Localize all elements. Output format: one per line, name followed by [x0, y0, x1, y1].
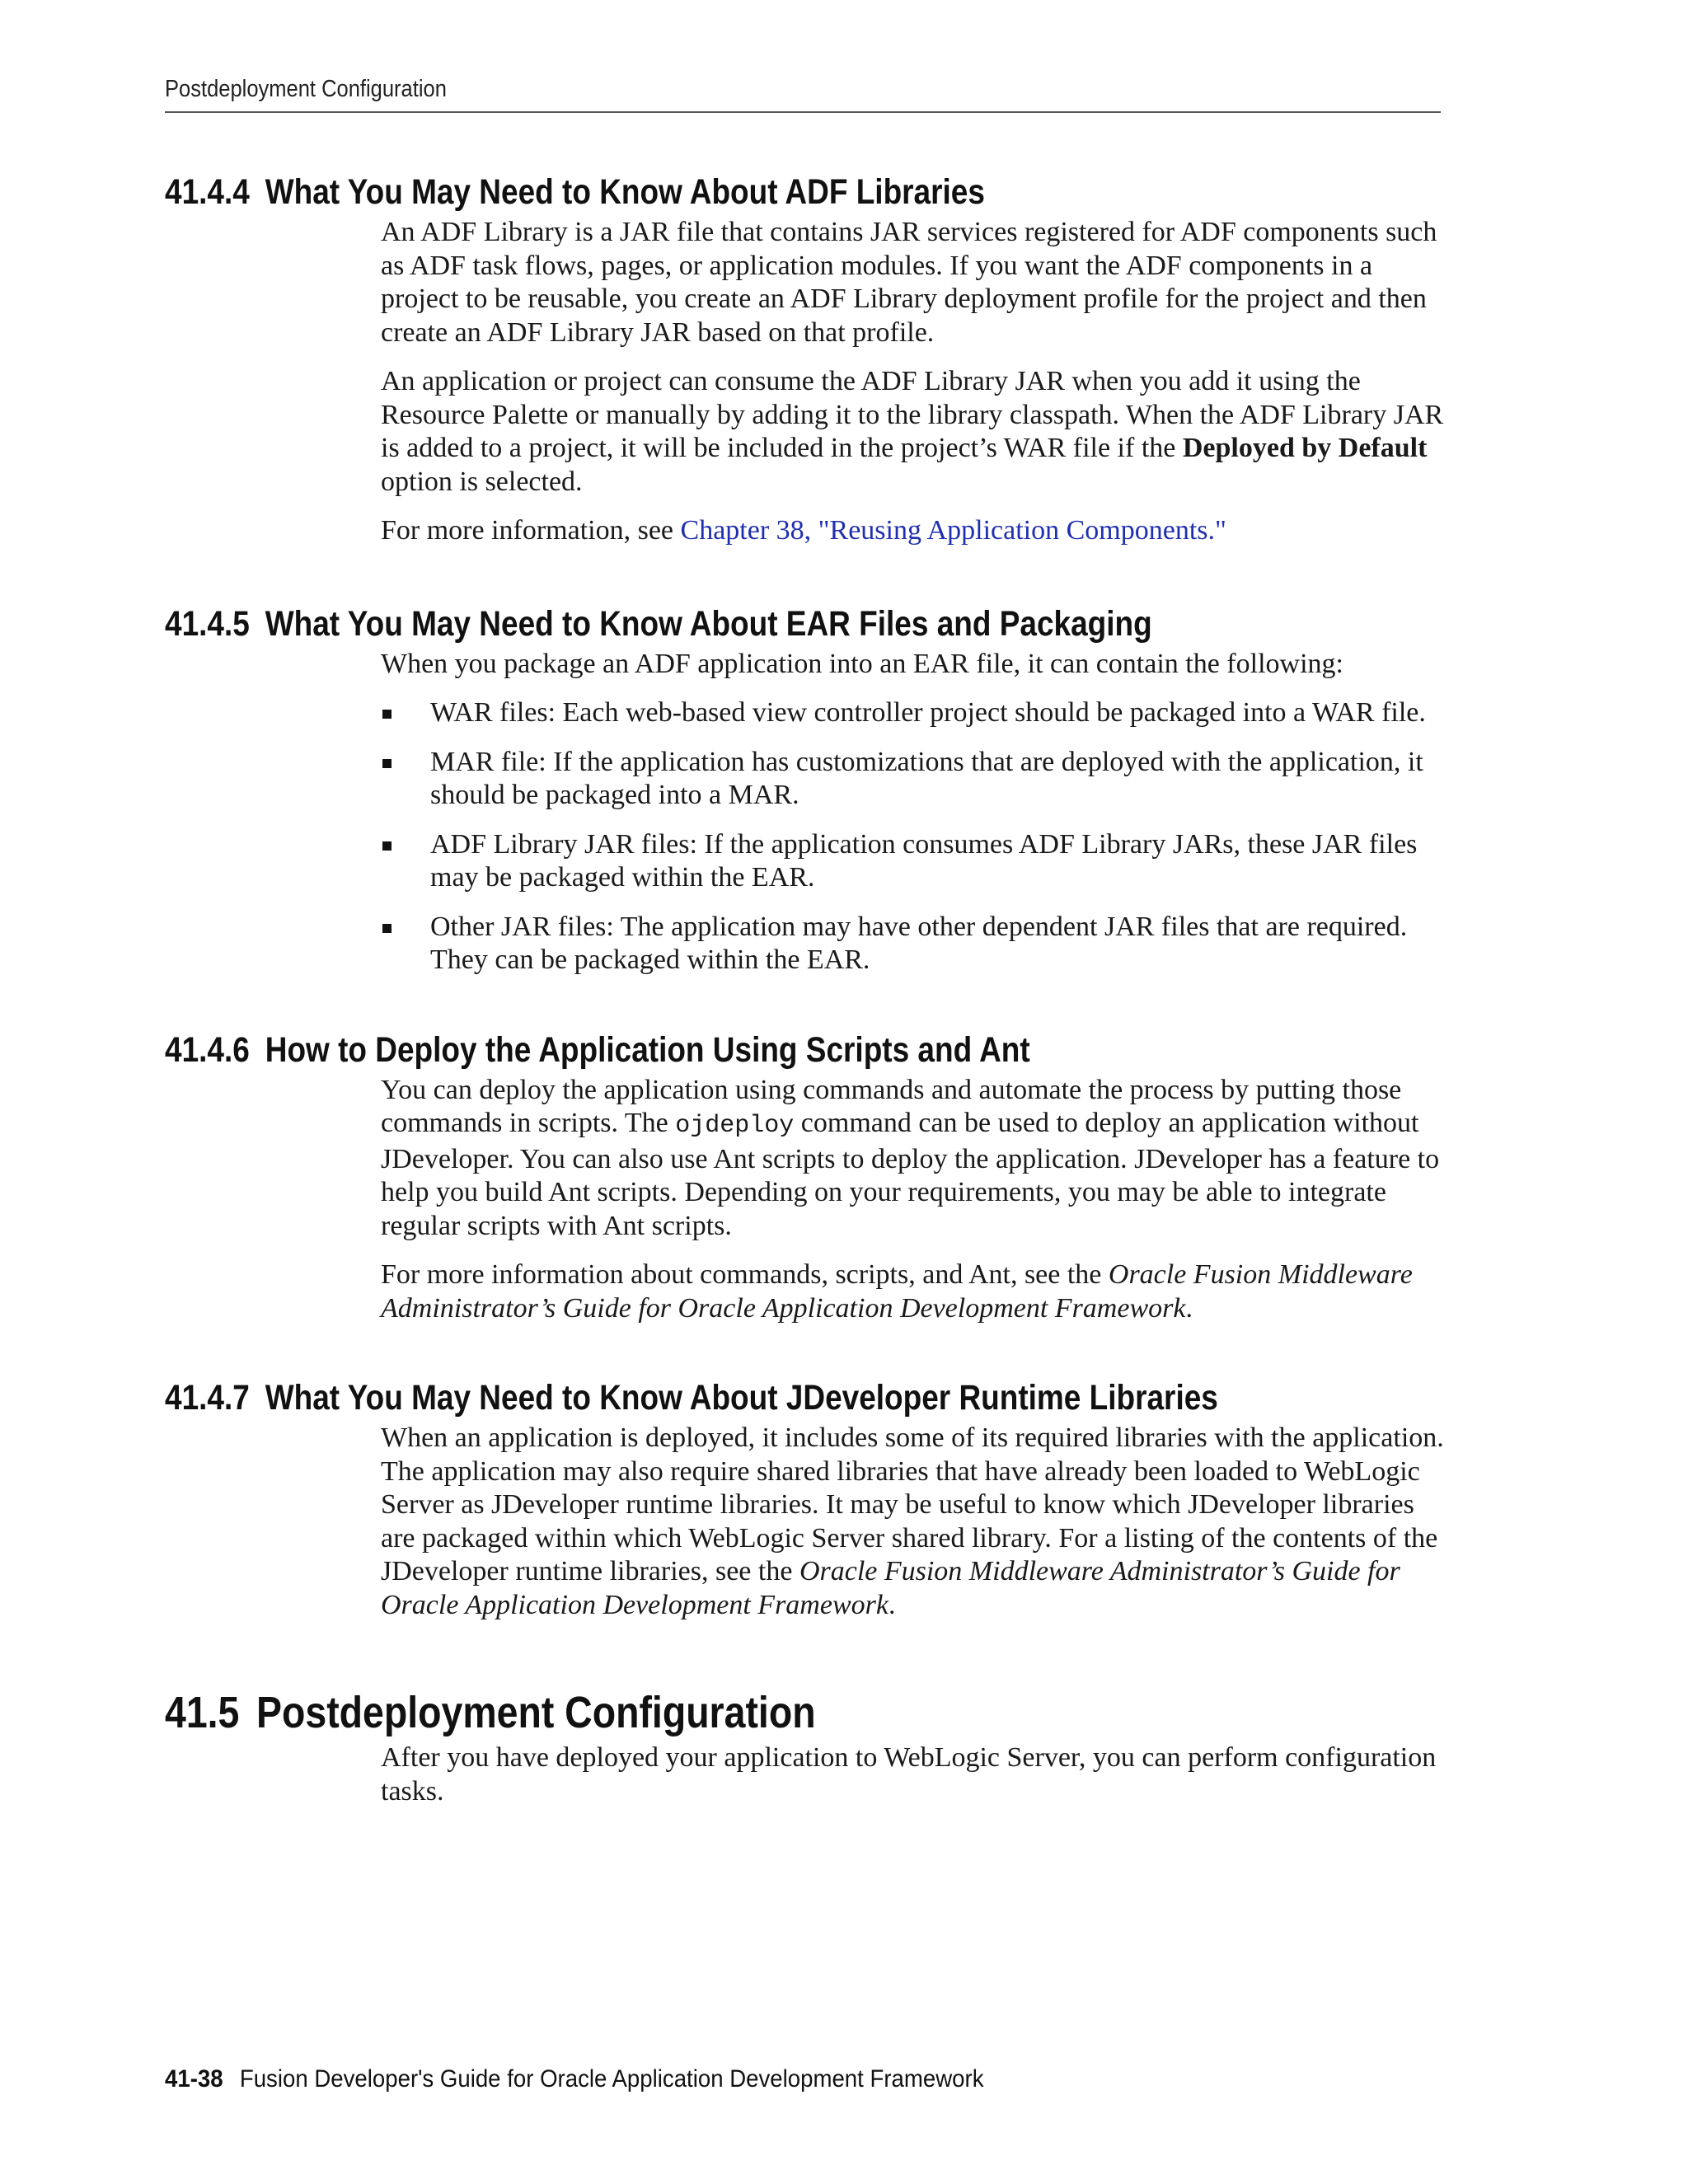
text-run: For more information, see: [381, 515, 681, 546]
section-body: [381, 1074, 1444, 1326]
section-heading: [165, 602, 1262, 646]
section-number: 41.4.5: [165, 603, 250, 644]
square-bullet-icon: [382, 759, 392, 768]
section-title: What You May Need to Know About ADF Libraries: [265, 172, 985, 212]
section-heading: [165, 1028, 1262, 1072]
square-bullet-icon: [382, 841, 392, 851]
paragraph: [381, 365, 1444, 499]
paragraph: [381, 1422, 1444, 1622]
section-heading: [165, 170, 1262, 214]
paragraph: An ADF Library is a JAR file that contains JAR services registered for ADF components such as ADF task flows, pages, or application modules. If you want the ADF components in a project to be reusable, you create an ADF Library deployment profile for the project and then create an ADF Library JAR based on that profile.: [381, 217, 1437, 348]
section-41-4-5: [165, 602, 1441, 977]
list-item-text: Other JAR files: The application may have other dependent JAR files that are required. They can be packaged within the EAR.: [430, 911, 1408, 975]
text-run: .: [1185, 1292, 1193, 1324]
page-number: 41-38: [165, 2065, 223, 2093]
list-item: [381, 746, 1444, 813]
section-41-4-7: [165, 1376, 1444, 1622]
paragraph: [381, 1258, 1444, 1325]
book-title: Fusion Developer's Guide for Oracle Application Development Framework: [239, 2065, 984, 2093]
section-41-4-4: [165, 170, 1444, 548]
paragraph: After you have deployed your application to WebLogic Server, you can perform configuration tasks.: [381, 1742, 1437, 1807]
list-item: [381, 911, 1444, 977]
section-title: What You May Need to Know About JDeveloper Runtime Libraries: [265, 1378, 1218, 1418]
list-item-text: WAR files: Each web-based view controller project should be packaged into a WAR file.: [430, 697, 1426, 728]
section-body: [381, 1741, 1444, 1808]
book-reference: Oracle Fusion Middleware Administrator’s Guide for Oracle Application Development Framework: [381, 1259, 1413, 1324]
section-body: [381, 216, 1444, 548]
paragraph: [381, 514, 1444, 548]
bold-option-label: Deployed by Default: [1182, 433, 1428, 463]
list-item-text: ADF Library JAR files: If the application consumes ADF Library JARs, these JAR files may be packaged within the EAR.: [430, 828, 1418, 893]
section-body: [381, 648, 1444, 977]
text-run: .: [888, 1589, 896, 1620]
text-run: An application or project can consume the ADF Library JAR when you add it using the Resource Palette or manually by adding it to the library classpath. When the ADF Library JAR is added to a project, it will be included in the project’s WAR file if the: [381, 366, 1444, 463]
section-title: How to Deploy the Application Using Scripts and Ant: [265, 1029, 1030, 1070]
code-ojdeploy: ojdeploy: [675, 1112, 795, 1140]
page-header: [165, 76, 1441, 113]
text-run: You can deploy the application using commands and automate the process by putting those commands in scripts. The: [381, 1074, 1402, 1138]
list-item: [381, 828, 1444, 895]
section-heading: [165, 1376, 1262, 1420]
paragraph: When you package an ADF application into an EAR file, it can contain the following:: [381, 648, 1343, 679]
text-run: command can be used to deploy an application without JDeveloper. You can also use Ant scripts to deploy the application. JDeveloper has a feature to help you build Ant scripts. Depending on your requirements, you may be able to integrate regular scripts with Ant scripts.: [381, 1108, 1440, 1241]
book-reference: Oracle Fusion Middleware Administrator’s Guide for Oracle Application Development Framework: [381, 1556, 1400, 1620]
chapter-38-link[interactable]: Chapter 38, "Reusing Application Components.": [680, 515, 1226, 546]
section-number: 41.5: [165, 1688, 240, 1737]
page-content: [165, 170, 1444, 1824]
section-title: What You May Need to Know About EAR Files and Packaging: [265, 603, 1152, 644]
section-number: 41.4.4: [165, 172, 250, 212]
paragraph: [381, 1074, 1444, 1244]
list-item-text: MAR file: If the application has customizations that are deployed with the application, it should be packaged into a MAR.: [430, 746, 1423, 810]
running-title: Postdeployment Configuration: [165, 76, 447, 102]
bullet-list: [381, 696, 1444, 977]
square-bullet-icon: [382, 924, 392, 933]
section-number: 41.4.7: [165, 1378, 250, 1418]
section-heading: [165, 1685, 1262, 1740]
section-body: [381, 1422, 1444, 1622]
text-run: option is selected.: [381, 466, 583, 497]
section-41-4-6: [165, 1028, 1441, 1326]
page-footer: [165, 2065, 984, 2093]
section-number: 41.4.6: [165, 1029, 250, 1070]
section-41-5: [165, 1685, 1441, 1808]
list-item: [381, 696, 1444, 730]
text-run: For more information about commands, scripts, and Ant, see the: [381, 1259, 1109, 1290]
square-bullet-icon: [382, 710, 392, 719]
text-run: When an application is deployed, it includes some of its required libraries with the application. The application may also require shared libraries that have already been loaded to WebLogic Server as JDeveloper runtime libraries. It may be useful to know which JDeveloper libraries are packaged within which WebLogic Server shared library. For a listing of the contents of the JDeveloper runtime libraries, see the: [381, 1422, 1444, 1586]
section-title: Postdeployment Configuration: [256, 1688, 816, 1737]
